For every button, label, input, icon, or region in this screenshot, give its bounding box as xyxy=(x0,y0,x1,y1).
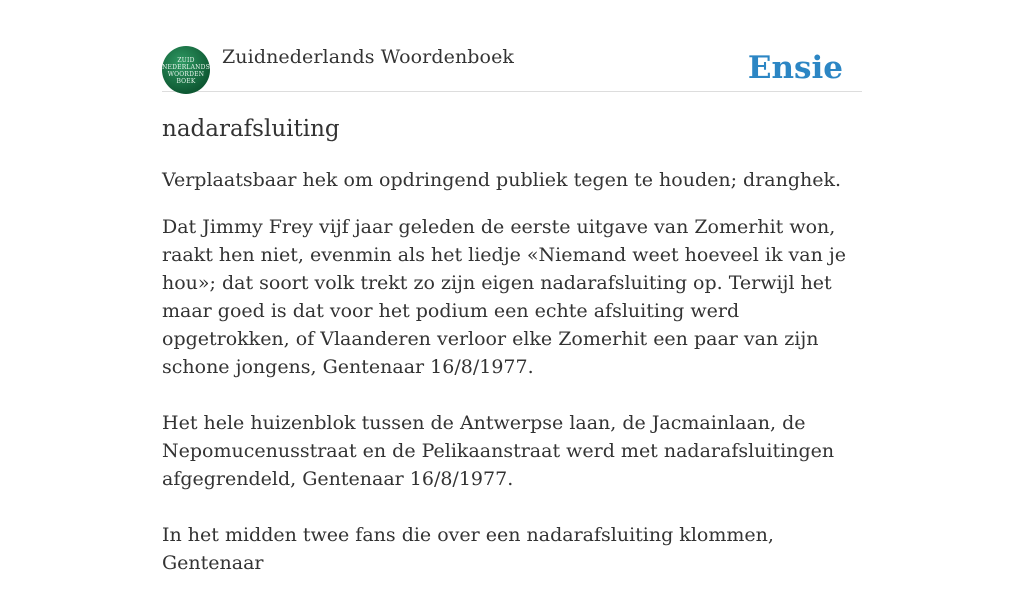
example-quote: Het hele huizenblok tussen de Antwerpse laan, de Jacmainlaan, de Nepomucenusstraat en de Pelikaanstraat werd met nadarafsluitingen afgegrendeld, Gentenaar 16/8/1977. xyxy=(162,412,835,490)
logo-text: ZUID NEDERLANDS WOORDEN BOEK xyxy=(162,57,210,85)
entry-title: nadarafsluiting xyxy=(162,116,340,142)
site-name[interactable]: Zuidnederlands Woordenboek xyxy=(222,46,515,68)
site-header xyxy=(162,45,862,92)
example-quote: Dat Jimmy Frey vijf jaar geleden de eerste uitgave van Zomerhit won, raakt hen niet, evenmin als het liedje «Niemand weet hoeveel ik van je hou»; dat soort volk trekt zo zijn eigen nadarafsluiting op. Terwijl het maar goed is dat voor het podium een echte afsluiting werd opgetrokken, of Vlaanderen verloor elke Zomerhit een paar van zijn schone jongens, Gentenaar 16/8/1977. xyxy=(162,216,847,378)
brand-logo[interactable]: Ensie xyxy=(747,50,843,86)
example-quote: In het midden twee fans die over een nadarafsluiting klommen, Gentenaar xyxy=(162,524,774,574)
site-logo[interactable] xyxy=(162,46,210,94)
entry-content xyxy=(162,166,862,605)
entry-definition: Verplaatsbaar hek om opdringend publiek tegen te houden; dranghek. xyxy=(162,169,842,191)
